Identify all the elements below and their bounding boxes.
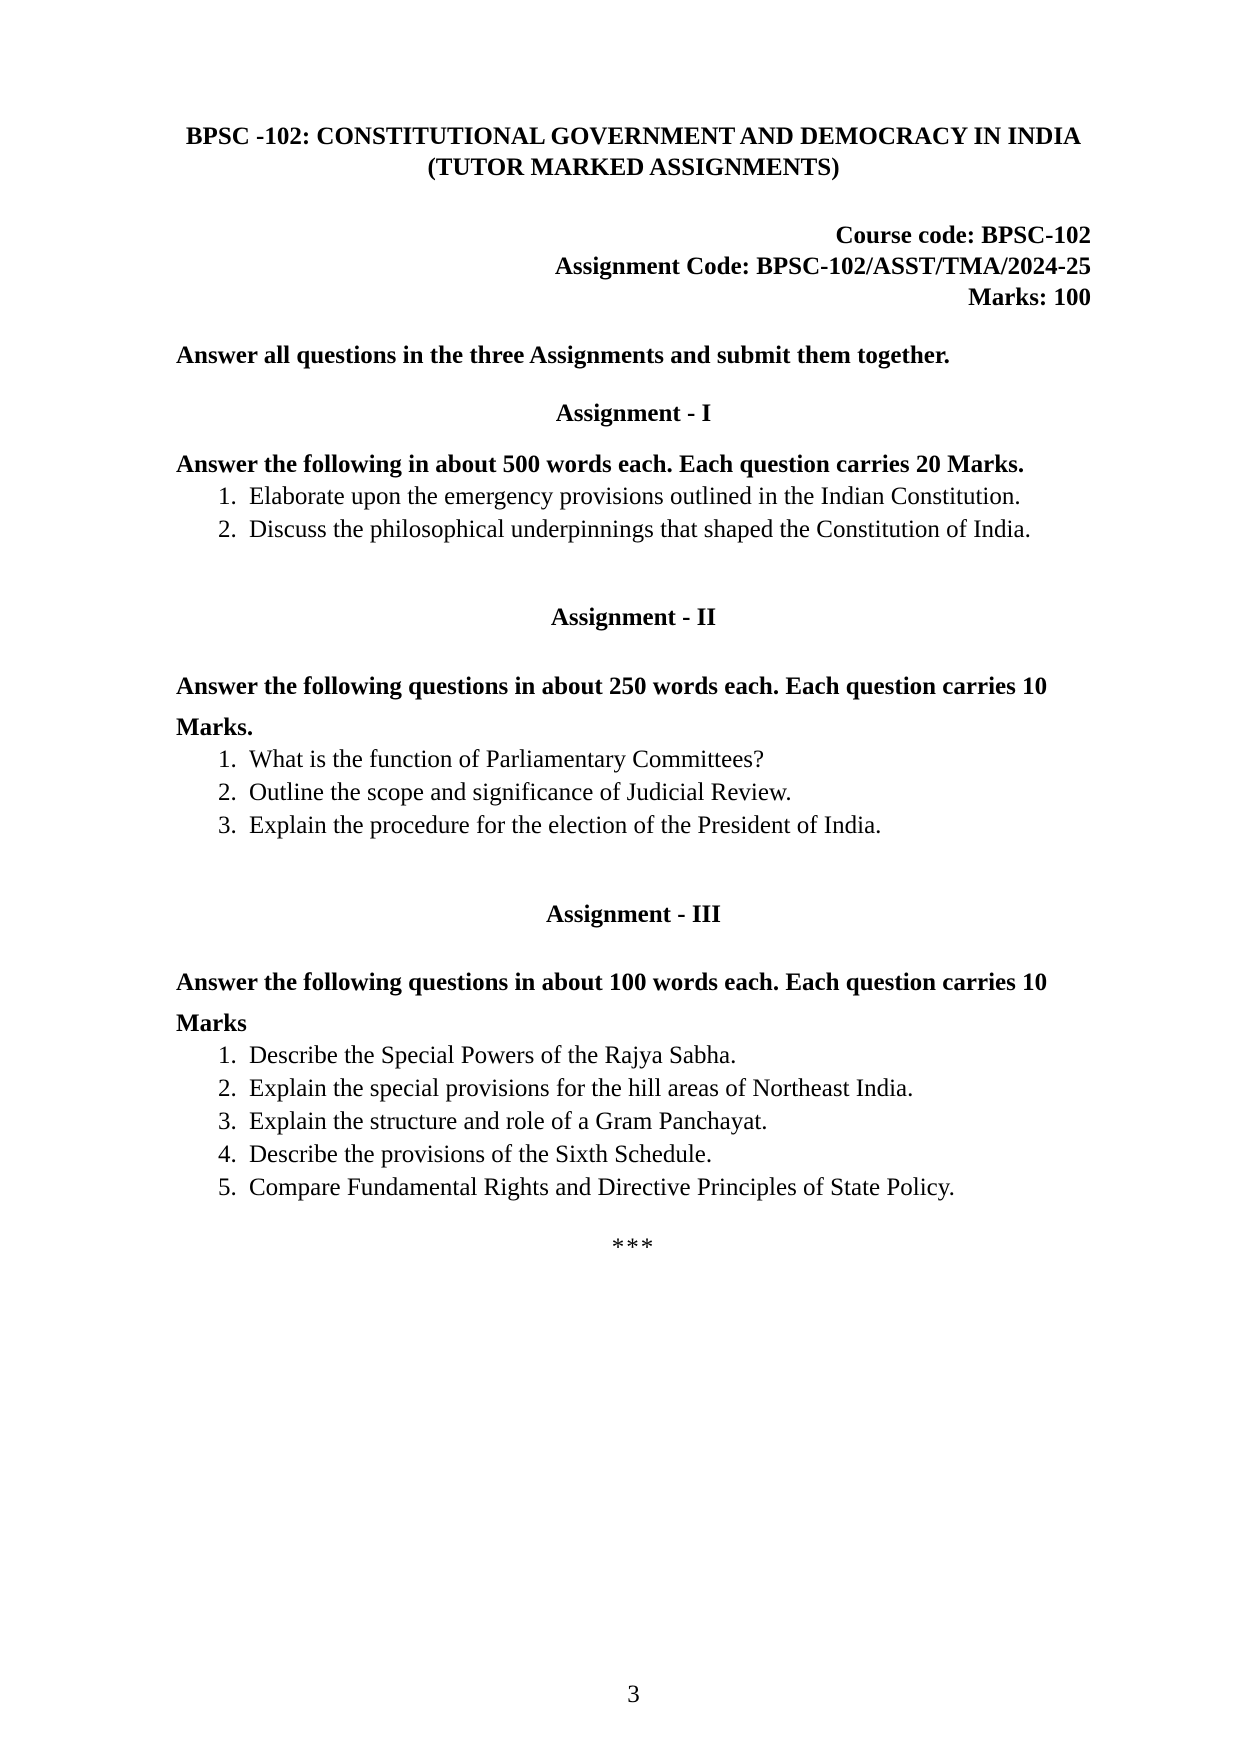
document-title-line-2: (TUTOR MARKED ASSIGNMENTS)	[427, 154, 840, 181]
assignment-3-instruction-line: Marks	[176, 1010, 247, 1037]
assignment-1-question-list	[176, 480, 1091, 546]
assignment-1-instruction-line: Answer the following in about 500 words each. Each question carries 20 Marks.	[176, 451, 1025, 478]
assignment-code: Assignment Code: BPSC-102/ASST/TMA/2024-25	[554, 253, 1091, 280]
general-instruction: Answer all questions in the three Assignments and submit them together.	[176, 342, 950, 369]
question-item: 1. Elaborate upon the emergency provisions outlined in the Indian Constitution.	[243, 480, 1091, 513]
assignment-meta-block	[176, 220, 1091, 313]
end-mark: ***	[611, 1234, 656, 1261]
assignment-3-instruction-line: Answer the following questions in about 100 words each. Each question carries 10	[176, 969, 1048, 996]
question-item: 3. Explain the procedure for the election of the President of India.	[243, 809, 1091, 842]
assignment-1-heading: Assignment - I	[555, 400, 712, 427]
page-number: 3	[627, 1681, 640, 1708]
question-item: 3. Explain the structure and role of a Gram Panchayat.	[243, 1105, 1091, 1138]
assignment-2-instruction-line: Answer the following questions in about 250 words each. Each question carries 10	[176, 673, 1048, 700]
document-title-line-1: BPSC -102: CONSTITUTIONAL GOVERNMENT AND DEMOCRACY IN INDIA	[185, 123, 1082, 150]
question-item: 4. Describe the provisions of the Sixth Schedule.	[243, 1138, 1091, 1171]
assignment-3-heading: Assignment - III	[545, 901, 722, 928]
question-item: 1. Describe the Special Powers of the Rajya Sabha.	[243, 1039, 1091, 1072]
question-item: 2. Explain the special provisions for the hill areas of Northeast India.	[243, 1072, 1091, 1105]
total-marks: Marks: 100	[968, 284, 1091, 311]
question-item: 2. Discuss the philosophical underpinnings that shaped the Constitution of India.	[243, 513, 1091, 546]
question-item: 1. What is the function of Parliamentary Committees?	[243, 743, 1091, 776]
assignment-3-question-list	[176, 1039, 1091, 1204]
document-title	[176, 121, 1091, 183]
assignment-2-heading: Assignment - II	[550, 604, 717, 631]
assignment-2-instruction	[176, 671, 1091, 743]
question-item: 2. Outline the scope and significance of Judicial Review.	[243, 776, 1091, 809]
assignment-3-instruction	[176, 967, 1091, 1039]
course-code: Course code: BPSC-102	[835, 222, 1091, 249]
assignment-2-instruction-line: Marks.	[176, 714, 254, 741]
assignment-1-instruction	[176, 449, 1091, 480]
assignment-2-question-list	[176, 743, 1091, 842]
question-item: 5. Compare Fundamental Rights and Directive Principles of State Policy.	[243, 1171, 1091, 1204]
